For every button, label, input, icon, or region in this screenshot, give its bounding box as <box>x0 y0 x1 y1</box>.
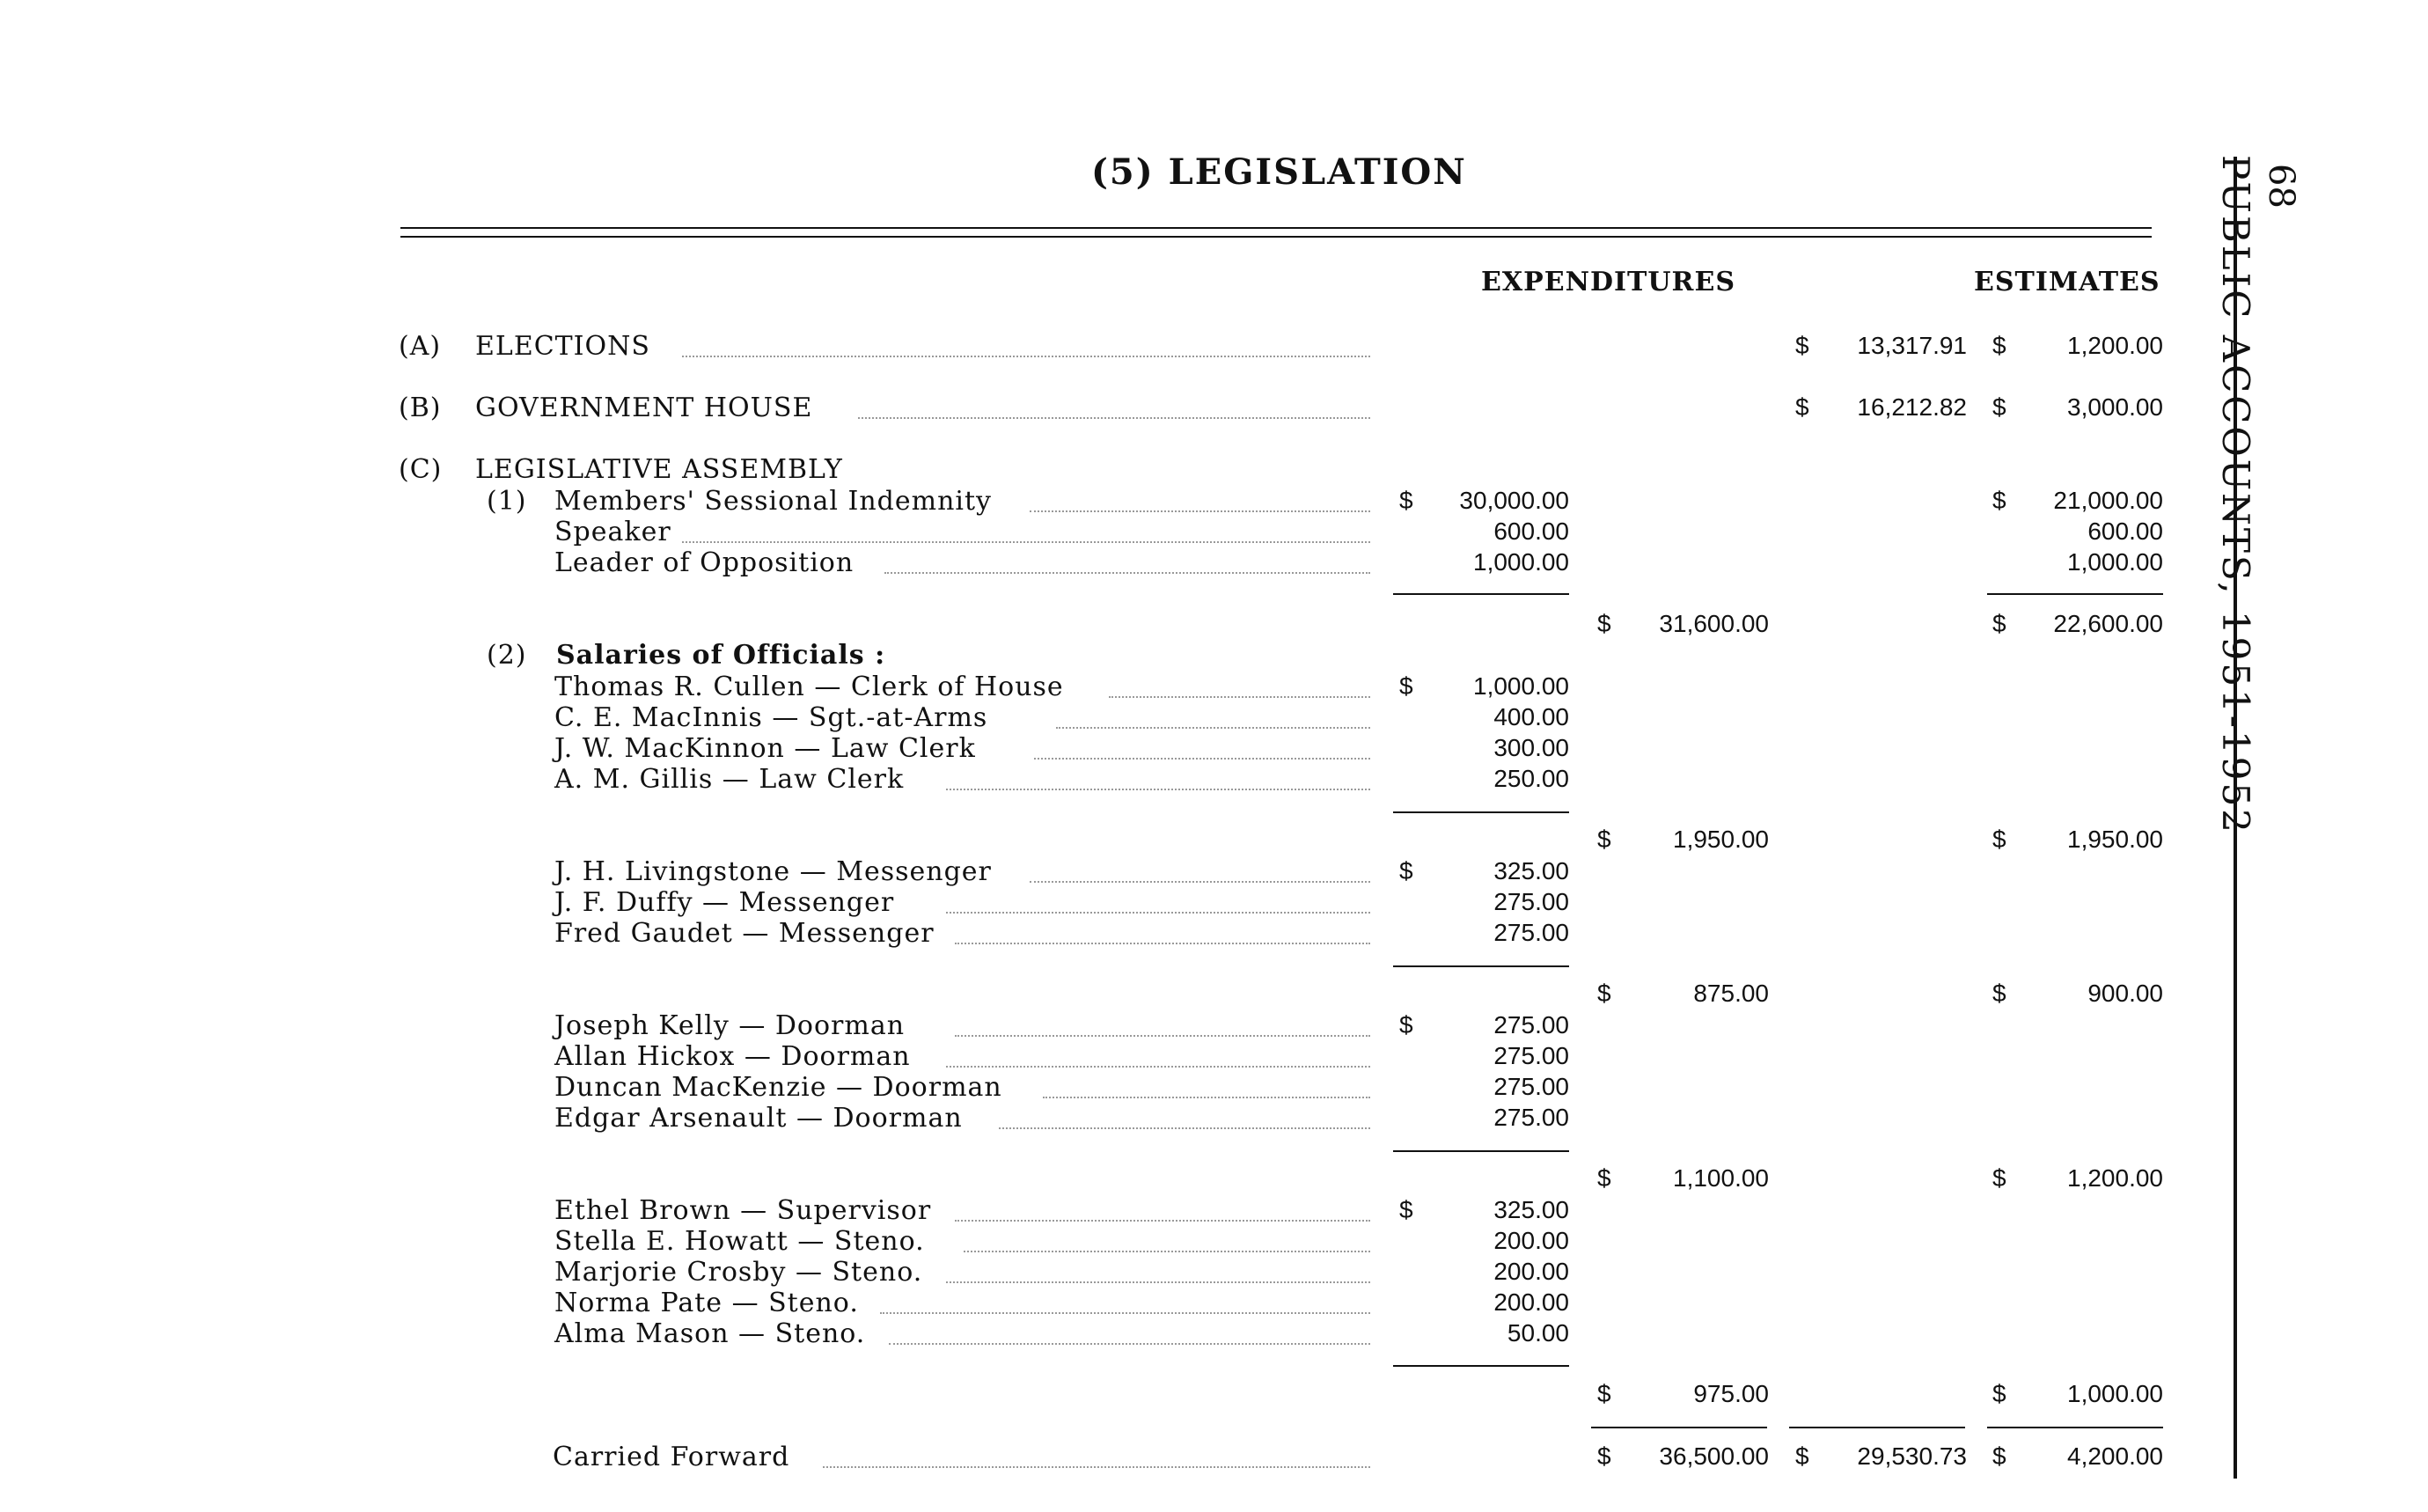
line-item-amount: 300.00 <box>1493 734 1569 761</box>
line-item-label: Duncan MacKenzie — Doorman <box>554 1072 1002 1103</box>
header-rule-bottom <box>400 236 2152 238</box>
subtotal-rule <box>1393 593 1569 595</box>
dollar-sign: $ <box>1992 610 2006 637</box>
dollar-sign: $ <box>1795 1442 1809 1470</box>
group-subtotal: 1,100.00 <box>1673 1164 1769 1192</box>
section-label-government-house: GOVERNMENT HOUSE <box>475 393 813 423</box>
leader-dots <box>823 1466 1370 1468</box>
line-item-amount: 275.00 <box>1493 1011 1569 1039</box>
dollar-sign: $ <box>1597 1164 1611 1192</box>
dollar-sign: $ <box>1597 826 1611 853</box>
section-label-legislative-assembly: LEGISLATIVE ASSEMBLY <box>475 454 843 485</box>
line-item-amount: 1,000.00 <box>1473 672 1569 700</box>
group-subtotal: 975.00 <box>1693 1380 1769 1407</box>
dollar-sign: $ <box>1992 826 2006 853</box>
group-estimate-total: 1,200.00 <box>2067 1164 2163 1192</box>
section-letter-a: (A) <box>399 331 442 362</box>
dollar-sign: $ <box>1992 332 2006 359</box>
leader-dots <box>682 356 1370 357</box>
government-house-estimate: 3,000.00 <box>2067 393 2163 421</box>
total-rule <box>1987 1427 2163 1428</box>
line-item-label: Fred Gaudet — Messenger <box>554 918 935 949</box>
line-item-amount: 325.00 <box>1493 1196 1569 1223</box>
government-house-expenditure: 16,212.82 <box>1857 393 1967 421</box>
line-item-amount: 200.00 <box>1493 1288 1569 1316</box>
dollar-sign: $ <box>1597 1380 1611 1407</box>
leader-dots <box>999 1127 1370 1129</box>
line-item-label: Allan Hickox — Doorman <box>554 1041 911 1072</box>
elections-estimate: 1,200.00 <box>2067 332 2163 359</box>
line-item-label: Thomas R. Cullen — Clerk of House <box>554 672 1064 702</box>
line-item-label: Joseph Kelly — Doorman <box>554 1010 906 1041</box>
line-item-amount: 200.00 <box>1493 1258 1569 1285</box>
group-subtotal: 31,600.00 <box>1659 610 1769 637</box>
group-number-1: (1) <box>487 486 527 517</box>
group-estimate-total: 1,000.00 <box>2067 1380 2163 1407</box>
leader-dots <box>946 789 1370 790</box>
line-item-amount: 250.00 <box>1493 765 1569 792</box>
leader-dots <box>946 912 1370 914</box>
subtotal-rule <box>1393 811 1569 813</box>
subtotal-rule <box>1393 1365 1569 1367</box>
leader-dots <box>946 1281 1370 1283</box>
line-item-label: Marjorie Crosby — Steno. <box>554 1257 923 1288</box>
carried-forward-subtotal: 36,500.00 <box>1659 1442 1769 1470</box>
line-item-label: Norma Pate — Steno. <box>554 1288 859 1318</box>
leader-dots <box>1109 696 1370 698</box>
dollar-sign: $ <box>1597 610 1611 637</box>
group-subtotal: 1,950.00 <box>1673 826 1769 853</box>
dollar-sign: $ <box>1399 1011 1413 1039</box>
page-title: (5) LEGISLATION <box>1091 151 1467 193</box>
dollar-sign: $ <box>1399 672 1413 700</box>
leader-dots <box>1056 727 1370 729</box>
column-header-estimates: ESTIMATES <box>1974 267 2160 297</box>
leader-dots <box>1030 881 1370 883</box>
line-item-label: Members' Sessional Indemnity <box>554 486 992 517</box>
carried-forward-label: Carried Forward <box>553 1442 790 1472</box>
dollar-sign: $ <box>1399 487 1413 514</box>
group-estimate-total: 900.00 <box>2087 980 2163 1007</box>
leader-dots <box>964 1251 1370 1252</box>
section-letter-c: (C) <box>399 454 443 485</box>
column-header-expenditures: EXPENDITURES <box>1481 267 1735 297</box>
dollar-sign: $ <box>1399 857 1413 884</box>
line-item-amount: 275.00 <box>1493 1104 1569 1131</box>
group-estimate-total: 22,600.00 <box>2053 610 2163 637</box>
dollar-sign: $ <box>1597 980 1611 1007</box>
line-item-amount: 400.00 <box>1493 703 1569 730</box>
line-item-estimate: 21,000.00 <box>2053 487 2163 514</box>
leader-dots <box>889 1343 1370 1345</box>
total-rule <box>1789 1427 1965 1428</box>
leader-dots <box>858 417 1370 419</box>
line-item-amount: 200.00 <box>1493 1227 1569 1254</box>
line-item-amount: 275.00 <box>1493 888 1569 915</box>
dollar-sign: $ <box>1795 332 1809 359</box>
line-item-amount: 30,000.00 <box>1459 487 1569 514</box>
leader-dots <box>880 1312 1370 1314</box>
dollar-sign: $ <box>1992 393 2006 421</box>
line-item-label: Leader of Opposition <box>554 547 855 578</box>
line-item-label: C. E. MacInnis — Sgt.-at-Arms <box>554 702 988 733</box>
dollar-sign: $ <box>1992 487 2006 514</box>
side-running-title: PUBLIC ACCOUNTS, 1951-1952 <box>2214 155 2257 835</box>
dollar-sign: $ <box>1992 1380 2006 1407</box>
total-rule <box>1591 1427 1767 1428</box>
line-item-amount: 1,000.00 <box>1473 548 1569 576</box>
group-estimate-total: 1,950.00 <box>2067 826 2163 853</box>
leader-dots <box>1034 758 1370 760</box>
line-item-label: Edgar Arsenault — Doorman <box>554 1103 963 1134</box>
leader-dots <box>682 541 1370 543</box>
line-item-amount: 275.00 <box>1493 919 1569 946</box>
carried-forward-estimate: 4,200.00 <box>2067 1442 2163 1470</box>
line-item-label: J. H. Livingstone — Messenger <box>554 856 992 887</box>
group-heading-salaries: Salaries of Officials : <box>556 640 886 671</box>
line-item-amount: 275.00 <box>1493 1073 1569 1100</box>
leader-dots <box>884 572 1370 574</box>
line-item-label: A. M. Gillis — Law Clerk <box>554 764 905 795</box>
dollar-sign: $ <box>1992 1164 2006 1192</box>
line-item-amount: 275.00 <box>1493 1042 1569 1069</box>
group-number-2: (2) <box>487 640 527 671</box>
line-item-amount: 600.00 <box>1493 517 1569 545</box>
subtotal-rule <box>1393 1150 1569 1152</box>
line-item-estimate: 600.00 <box>2087 517 2163 545</box>
leader-dots <box>955 1220 1370 1222</box>
line-item-label: Speaker <box>554 517 671 547</box>
subtotal-rule <box>1987 593 2163 595</box>
line-item-amount: 325.00 <box>1493 857 1569 884</box>
line-item-amount: 50.00 <box>1507 1319 1569 1347</box>
carried-forward-expenditure: 29,530.73 <box>1857 1442 1967 1470</box>
subtotal-rule <box>1393 965 1569 967</box>
line-item-label: J. W. MacKinnon — Law Clerk <box>554 733 976 764</box>
line-item-estimate: 1,000.00 <box>2067 548 2163 576</box>
dollar-sign: $ <box>1992 1442 2006 1470</box>
line-item-label: J. F. Duffy — Messenger <box>554 887 895 918</box>
leader-dots <box>1043 1097 1370 1098</box>
leader-dots <box>955 1035 1370 1037</box>
section-label-elections: ELECTIONS <box>475 331 650 362</box>
line-item-label: Alma Mason — Steno. <box>554 1318 866 1349</box>
section-letter-b: (B) <box>399 393 442 423</box>
dollar-sign: $ <box>1795 393 1809 421</box>
page-number: 68 <box>2261 164 2301 209</box>
header-rule-top <box>400 227 2152 229</box>
line-item-label: Ethel Brown — Supervisor <box>554 1195 932 1226</box>
dollar-sign: $ <box>1597 1442 1611 1470</box>
dollar-sign: $ <box>1399 1196 1413 1223</box>
leader-dots <box>946 1066 1370 1068</box>
elections-expenditure: 13,317.91 <box>1857 332 1967 359</box>
leader-dots <box>955 943 1370 944</box>
leader-dots <box>1030 510 1370 512</box>
group-subtotal: 875.00 <box>1693 980 1769 1007</box>
line-item-label: Stella E. Howatt — Steno. <box>554 1226 925 1257</box>
dollar-sign: $ <box>1992 980 2006 1007</box>
